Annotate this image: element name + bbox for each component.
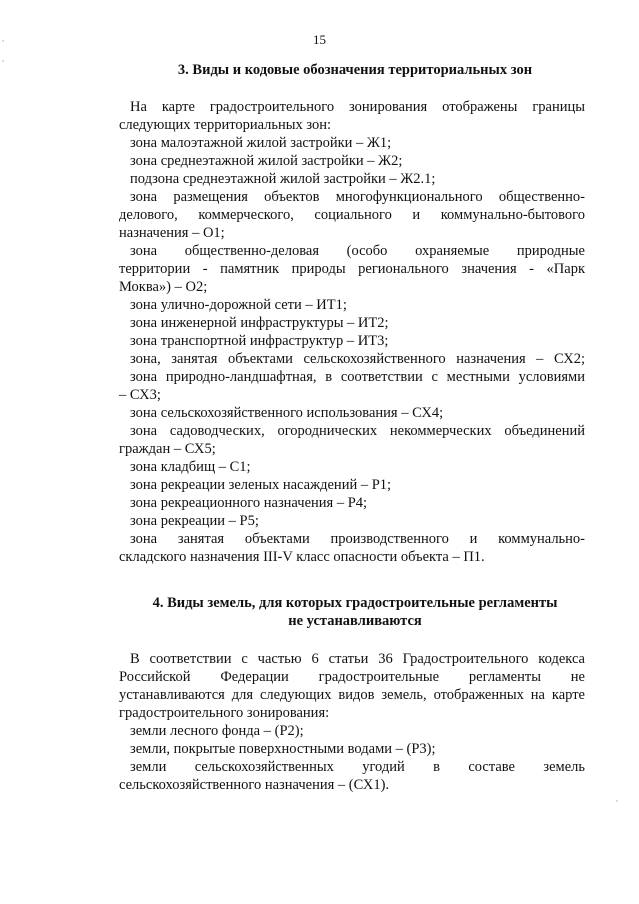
zone-item: зона среднеэтажной жилой застройки – Ж2; bbox=[130, 153, 403, 169]
scan-speck bbox=[2, 60, 4, 62]
land-item: земли лесного фонда – (Р2); bbox=[130, 723, 304, 739]
section-4-title-line: 4. Виды земель, для которых градостроительные регламенты bbox=[152, 595, 558, 611]
section-4-intro-line: градостроительного зонирования: bbox=[119, 705, 330, 721]
zone-item: зона садоводческих, огороднических некоммерческих объединений bbox=[130, 423, 585, 439]
zone-item-continuation: складского назначения III-V класс опасности объекта – П1. bbox=[119, 549, 485, 565]
zone-item: подзона среднеэтажной жилой застройки – Ж2.1; bbox=[130, 171, 436, 187]
zone-item: зона, занятая объектами сельскохозяйственного назначения – СХ2; bbox=[130, 351, 585, 367]
section-4-heading bbox=[118, 594, 592, 630]
zone-item: зона рекреации зеленых насаждений – Р1; bbox=[130, 477, 392, 493]
section-4-title-line: не устанавливаются bbox=[288, 613, 422, 629]
zone-item-continuation: – СХ3; bbox=[119, 387, 161, 403]
section-4-intro-line: В соответствии с частью 6 статьи 36 Градостроительного кодекса bbox=[130, 651, 585, 667]
zone-item: зона улично-дорожной сети – ИТ1; bbox=[130, 297, 347, 313]
zone-item: зона размещения объектов многофункционального общественно- bbox=[130, 189, 585, 205]
zone-item: зона занятая объектами производственного и коммунально- bbox=[130, 531, 585, 547]
land-item: земли сельскохозяйственных угодий в составе земель bbox=[130, 759, 585, 775]
zone-item-continuation: граждан – СХ5; bbox=[119, 441, 216, 457]
zone-item: зона сельскохозяйственного использования – СХ4; bbox=[130, 405, 444, 421]
zone-item-continuation: территории - памятник природы регионального значения - «Парк bbox=[119, 261, 585, 277]
scan-speck bbox=[616, 800, 618, 802]
zone-item: зона малоэтажной жилой застройки – Ж1; bbox=[130, 135, 392, 151]
zone-item-continuation: назначения – О1; bbox=[119, 225, 225, 241]
zone-item: зона транспортной инфраструктур – ИТ3; bbox=[130, 333, 389, 349]
land-item-continuation: сельскохозяйственного назначения – (СХ1). bbox=[119, 777, 390, 793]
zone-item-continuation: Моква») – О2; bbox=[119, 279, 208, 295]
section-3-heading bbox=[118, 61, 592, 79]
section-3-intro-line: следующих территориальных зон: bbox=[119, 117, 332, 133]
zone-item: зона рекреации – Р5; bbox=[130, 513, 259, 529]
zone-item: зона рекреационного назначения – Р4; bbox=[130, 495, 368, 511]
zone-item-continuation: делового, коммерческого, социального и коммунально-бытового bbox=[119, 207, 585, 223]
zone-item: зона общественно-деловая (особо охраняемые природные bbox=[130, 243, 585, 259]
section-4-intro-line: устанавливаются для следующих видов земель, отображенных на карте bbox=[119, 687, 585, 703]
scan-speck bbox=[2, 40, 4, 42]
zone-item: зона инженерной инфраструктуры – ИТ2; bbox=[130, 315, 389, 331]
section-3-title: 3. Виды и кодовые обозначения территориальных зон bbox=[177, 62, 533, 78]
section-4-intro-line: Российской Федерации градостроительные регламенты не bbox=[119, 669, 585, 685]
zone-item: зона природно-ландшафтная, в соответствии с местными условиями bbox=[130, 369, 585, 385]
zone-item: зона кладбищ – С1; bbox=[130, 459, 251, 475]
section-3-intro-line: На карте градостроительного зонирования отображены границы bbox=[130, 99, 585, 115]
page-number: 15 bbox=[313, 32, 326, 47]
land-item: земли, покрытые поверхностными водами – (Р3); bbox=[130, 741, 436, 757]
